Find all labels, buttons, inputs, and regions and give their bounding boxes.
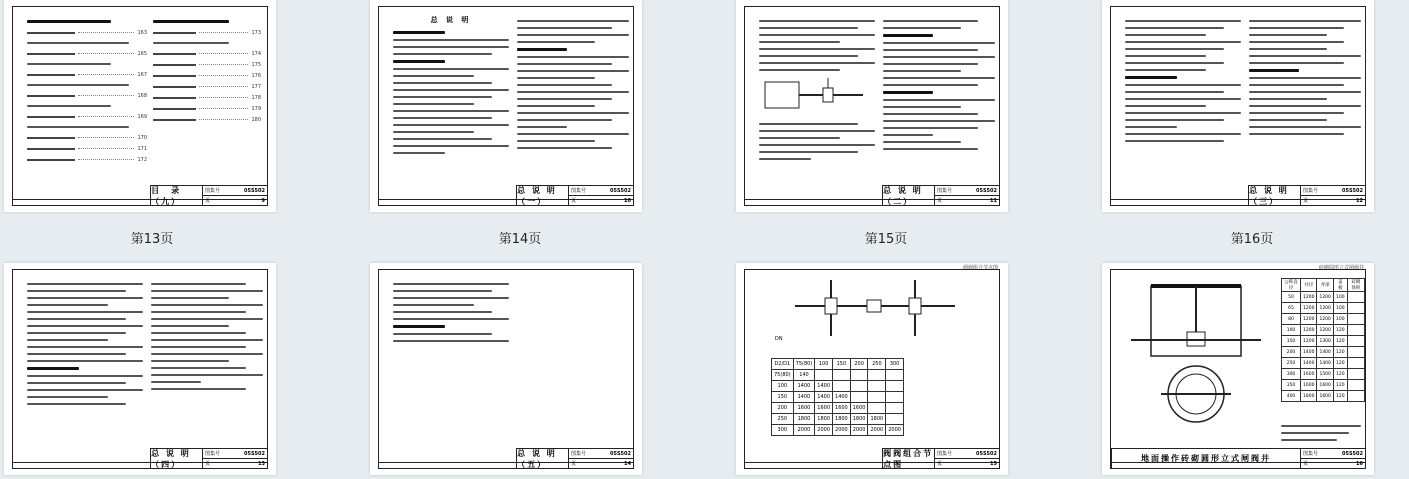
table-row bbox=[1282, 303, 1365, 314]
table-row bbox=[1282, 380, 1365, 391]
sheet-title: 总 说 明（四） bbox=[151, 449, 203, 468]
table-cell: 1400 bbox=[1317, 358, 1333, 369]
table-cell bbox=[886, 381, 904, 392]
table-cell: 1600 bbox=[1301, 380, 1317, 391]
table-cell: 50 bbox=[1282, 292, 1301, 303]
table-cell: 1800 bbox=[815, 414, 833, 425]
table-header-cell: 150 bbox=[833, 359, 851, 370]
table-cell: 1200 bbox=[1317, 325, 1333, 336]
table-cell bbox=[886, 403, 904, 414]
table-cell: 120 bbox=[1333, 336, 1347, 347]
table-cell: 1400 bbox=[1301, 358, 1317, 369]
table-row bbox=[1282, 347, 1365, 358]
title-block: 阀阀组合节点图 图集号 05S502 页 15 bbox=[883, 448, 997, 469]
table-header-cell: 公称直径 bbox=[1282, 279, 1301, 292]
title-block: 总 说 明（一） 图集号 05S502 页 10 bbox=[517, 185, 631, 206]
table-cell bbox=[1347, 347, 1364, 358]
table-cell: 1400 bbox=[793, 381, 815, 392]
drawing-sheet bbox=[378, 269, 634, 469]
table-cell bbox=[1347, 325, 1364, 336]
well-dimension-table bbox=[1281, 278, 1365, 402]
table-cell: 100 bbox=[1282, 325, 1301, 336]
table-header-cell: 盖板 bbox=[1333, 279, 1347, 292]
table-cell: 1200 bbox=[1301, 325, 1317, 336]
page-thumbnail-17[interactable] bbox=[4, 263, 276, 475]
table-cell bbox=[850, 370, 868, 381]
table-header-cell: 井深 bbox=[1317, 279, 1333, 292]
table-header-cell: 250 bbox=[868, 359, 886, 370]
title-block: 总 说 明（四） 图集号 05S502 页 13 bbox=[151, 448, 265, 469]
table-cell: 1600 bbox=[1317, 380, 1333, 391]
table-cell bbox=[1347, 380, 1364, 391]
toc-right-column: 173 174 175 176 177 178 179 180 bbox=[153, 15, 261, 181]
table-cell: 120 bbox=[1333, 391, 1347, 402]
table-cell: 1600 bbox=[815, 403, 833, 414]
table-cell: 300 bbox=[772, 425, 794, 436]
table-cell: 1600 bbox=[1301, 369, 1317, 380]
table-header-cell: 砖砌体积 bbox=[1347, 279, 1364, 292]
table-cell bbox=[1347, 303, 1364, 314]
sheet-title: 总 说 明（三） bbox=[1249, 186, 1301, 205]
table-cell bbox=[886, 414, 904, 425]
drawing-sheet bbox=[1110, 6, 1366, 206]
table-header-cell: 300 bbox=[886, 359, 904, 370]
sheet-title: 目 录（九） bbox=[151, 186, 203, 205]
table-row bbox=[1282, 292, 1365, 303]
table-header-cell: 75(80) bbox=[793, 359, 815, 370]
table-cell: 1200 bbox=[1317, 314, 1333, 325]
table-cell: 1200 bbox=[1301, 303, 1317, 314]
section-heading: 总 说 明 bbox=[430, 16, 472, 24]
table-cell: 2000 bbox=[793, 425, 815, 436]
table-cell: 120 bbox=[1333, 325, 1347, 336]
table-header-cell: 100 bbox=[815, 359, 833, 370]
sheet-title: 总 说 明（五） bbox=[517, 449, 569, 468]
page-caption-15: 第15页 bbox=[864, 232, 908, 247]
page-thumbnail-20[interactable] bbox=[1102, 263, 1374, 475]
table-cell bbox=[1347, 336, 1364, 347]
table-cell: 1400 bbox=[815, 381, 833, 392]
table-cell bbox=[886, 370, 904, 381]
drawing-sheet bbox=[378, 6, 634, 206]
table-row bbox=[772, 414, 904, 425]
table-cell: 120 bbox=[1333, 358, 1347, 369]
page-thumbnail-13[interactable] bbox=[4, 0, 276, 212]
page-thumbnail-19[interactable] bbox=[736, 263, 1008, 475]
valve-well-section-diagram bbox=[1121, 276, 1271, 426]
table-cell bbox=[1347, 358, 1364, 369]
table-cell: 100 bbox=[1333, 292, 1347, 303]
table-header-cell: 井径 bbox=[1301, 279, 1317, 292]
table-cell: 2000 bbox=[886, 425, 904, 436]
table-row bbox=[772, 392, 904, 403]
table-cell: 1800 bbox=[850, 414, 868, 425]
toc-left-column: 163 165 167 168 169 170 171 172 bbox=[27, 15, 147, 181]
table-header-cell: D2/D1 bbox=[772, 359, 794, 370]
sheet-title: 总 说 明（二） bbox=[883, 186, 935, 205]
table-cell: 1800 bbox=[1301, 391, 1317, 402]
table-row bbox=[1282, 314, 1365, 325]
table-cell: 100 bbox=[1333, 314, 1347, 325]
page-caption-13: 第13页 bbox=[130, 232, 174, 247]
table-cell: 80 bbox=[1282, 314, 1301, 325]
table-cell bbox=[1347, 369, 1364, 380]
table-cell: 1200 bbox=[1301, 292, 1317, 303]
table-cell: 1300 bbox=[1317, 336, 1333, 347]
table-header-cell: 200 bbox=[850, 359, 868, 370]
table-cell: 1400 bbox=[1317, 347, 1333, 358]
table-cell bbox=[1347, 391, 1364, 402]
page-thumbnail-16[interactable] bbox=[1102, 0, 1374, 212]
table-cell: 1600 bbox=[850, 403, 868, 414]
table-cell bbox=[868, 392, 886, 403]
table-cell: 65 bbox=[1282, 303, 1301, 314]
page-thumbnail-15[interactable] bbox=[736, 0, 1008, 212]
table-cell: 150 bbox=[1282, 336, 1301, 347]
table-cell: 1800 bbox=[793, 414, 815, 425]
sheet-title: 地面操作砖砌圆形立式闸阀井 bbox=[1112, 449, 1301, 468]
table-row bbox=[1282, 358, 1365, 369]
table-cell bbox=[833, 370, 851, 381]
table-cell bbox=[868, 403, 886, 414]
table-cell: 1600 bbox=[1317, 391, 1333, 402]
table-cell: 1400 bbox=[793, 392, 815, 403]
table-cell bbox=[815, 370, 833, 381]
sheet-title: 总 说 明（一） bbox=[517, 186, 569, 205]
table-cell: 1500 bbox=[1317, 369, 1333, 380]
table-cell: 350 bbox=[1282, 380, 1301, 391]
table-row bbox=[1282, 391, 1365, 402]
valve-node-diagram bbox=[775, 276, 975, 348]
table-cell bbox=[1347, 314, 1364, 325]
title-block: 总 说 明（二） 图集号 05S502 页 11 bbox=[883, 185, 997, 206]
table-cell: 1400 bbox=[815, 392, 833, 403]
table-row bbox=[772, 403, 904, 414]
table-cell: 200 bbox=[1282, 347, 1301, 358]
page-caption-16: 第16页 bbox=[1230, 232, 1274, 247]
table-cell bbox=[850, 381, 868, 392]
table-cell: 140 bbox=[793, 370, 815, 381]
table-row bbox=[772, 381, 904, 392]
sheet-tag: 砖砌圆形立式闸阀井 bbox=[1318, 265, 1364, 271]
sheet-title: 阀阀组合节点图 bbox=[883, 448, 934, 469]
table-cell: 1200 bbox=[1301, 314, 1317, 325]
table-cell: 75(80) bbox=[772, 370, 794, 381]
drawing-sheet: DN D2/D1 75(80) 100 150 200 250 300 75(80) 140 100 1400 1400 150 1400 1400 1400 200 1600 1600 1600 1600 250 1800 1800 1800 1800 1800 300 2000 2000 2000 2000 2000 2000 阀阀组合节点图 图集号 05S502 页 15 bbox=[744, 269, 1000, 469]
table-cell: 2000 bbox=[868, 425, 886, 436]
table-cell: 120 bbox=[1333, 380, 1347, 391]
table-cell: 1600 bbox=[833, 403, 851, 414]
dimension-table bbox=[771, 358, 904, 436]
table-cell: 250 bbox=[1282, 358, 1301, 369]
table-row bbox=[772, 370, 904, 381]
table-cell: 1200 bbox=[1301, 336, 1317, 347]
table-cell bbox=[886, 392, 904, 403]
title-block: 总 说 明（三） 图集号 05S502 页 12 bbox=[1249, 185, 1363, 206]
table-row bbox=[772, 425, 904, 436]
table-cell bbox=[868, 370, 886, 381]
table-row bbox=[1282, 369, 1365, 380]
table-cell bbox=[868, 381, 886, 392]
page-caption-14: 第14页 bbox=[498, 232, 542, 247]
title-block: 地面操作砖砌圆形立式闸阀井 图集号 05S502 页 16 bbox=[1111, 448, 1365, 468]
table-cell: 200 bbox=[772, 403, 794, 414]
table-row bbox=[1282, 325, 1365, 336]
table-cell: 120 bbox=[1333, 347, 1347, 358]
drawing-sheet bbox=[12, 6, 268, 206]
table-cell: 300 bbox=[1282, 369, 1301, 380]
table-cell bbox=[1347, 292, 1364, 303]
table-cell: 100 bbox=[772, 381, 794, 392]
pipe-detail-diagram bbox=[759, 76, 869, 114]
drawing-sheet bbox=[744, 6, 1000, 206]
table-cell: 2000 bbox=[815, 425, 833, 436]
table-cell: 2000 bbox=[850, 425, 868, 436]
table-cell: 1200 bbox=[1317, 303, 1333, 314]
table-cell: 1600 bbox=[793, 403, 815, 414]
drawing-sheet bbox=[1110, 269, 1366, 469]
table-cell: 400 bbox=[1282, 391, 1301, 402]
table-cell: 250 bbox=[772, 414, 794, 425]
drawing-sheet bbox=[12, 269, 268, 469]
table-cell: 1800 bbox=[868, 414, 886, 425]
table-cell: 1200 bbox=[1317, 292, 1333, 303]
table-cell: 2000 bbox=[833, 425, 851, 436]
page-thumbnail-18[interactable] bbox=[370, 263, 642, 475]
table-cell: 1400 bbox=[833, 392, 851, 403]
page-thumbnail-14[interactable] bbox=[370, 0, 642, 212]
table-cell: 120 bbox=[1333, 369, 1347, 380]
title-block: 总 说 明（五） 图集号 05S502 页 14 bbox=[517, 448, 631, 469]
table-cell: 1400 bbox=[1301, 347, 1317, 358]
title-block: 目 录（九） 图集号 05S502 页 9 bbox=[151, 185, 265, 206]
table-cell: 100 bbox=[1333, 303, 1347, 314]
table-cell: 150 bbox=[772, 392, 794, 403]
sheet-tag: 阀阀组合节点图 bbox=[962, 265, 998, 271]
table-cell: 1800 bbox=[833, 414, 851, 425]
table-cell bbox=[850, 392, 868, 403]
table-row bbox=[1282, 336, 1365, 347]
table-cell bbox=[833, 381, 851, 392]
